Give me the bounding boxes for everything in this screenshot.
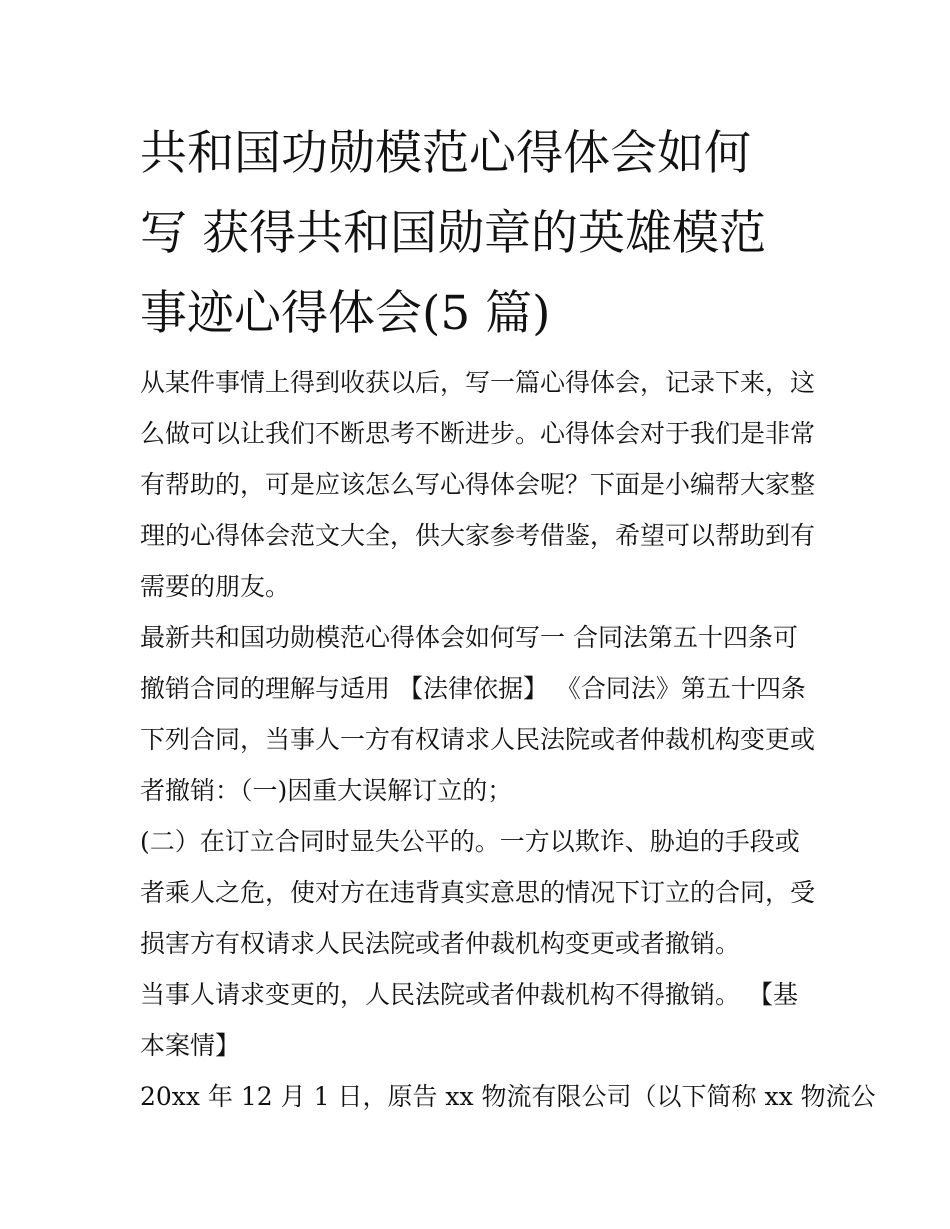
document-title xyxy=(140,114,820,354)
title-line: 事迹心得体会(5 篇) xyxy=(140,286,551,341)
body-line: 需要的朋友。 xyxy=(140,572,291,601)
body-line: 理的心得体会范文大全，供大家参考借鉴，希望可以帮助到有 xyxy=(140,521,816,550)
body-line: (二）在订立合同时显失公平的。一方以欺诈、胁迫的手段或 xyxy=(140,827,800,856)
document-body xyxy=(140,357,876,1122)
title-line: 共和国功勋模范心得体会如何 xyxy=(140,126,751,181)
body-line: 么做可以让我们不断思考不断进步。心得体会对于我们是非常 xyxy=(140,419,816,448)
body-line: 本案情】 xyxy=(140,1031,241,1060)
body-line: 撤销合同的理解与适用 【法律依据】 《合同法》第五十四条 xyxy=(140,674,806,703)
body-line: 有帮助的，可是应该怎么写心得体会呢？下面是小编帮大家整 xyxy=(140,470,816,499)
title-line: 写 获得共和国勋章的英雄模范 xyxy=(140,206,766,261)
body-line: 损害方有权请求人民法院或者仲裁机构变更或者撤销。 xyxy=(140,929,741,958)
body-line: 当事人请求变更的，人民法院或者仲裁机构不得撤销。 【基 xyxy=(140,980,798,1009)
body-line: 下列合同，当事人一方有权请求人民法院或者仲裁机构变更或 xyxy=(140,725,816,754)
body-line: 者乘人之危，使对方在违背真实意思的情况下订立的合同，受 xyxy=(140,878,816,907)
body-line: 从某件事情上得到收获以后，写一篇心得体会，记录下来，这 xyxy=(140,368,816,397)
body-line: 者撤销：（一)因重大误解订立的； xyxy=(140,776,513,805)
body-line: 最新共和国功勋模范心得体会如何写一 合同法第五十四条可 xyxy=(140,623,798,652)
body-line: 20xx 年 12 月 1 日，原告 xx 物流有限公司（以下简称 xx 物流公 xyxy=(140,1082,876,1111)
